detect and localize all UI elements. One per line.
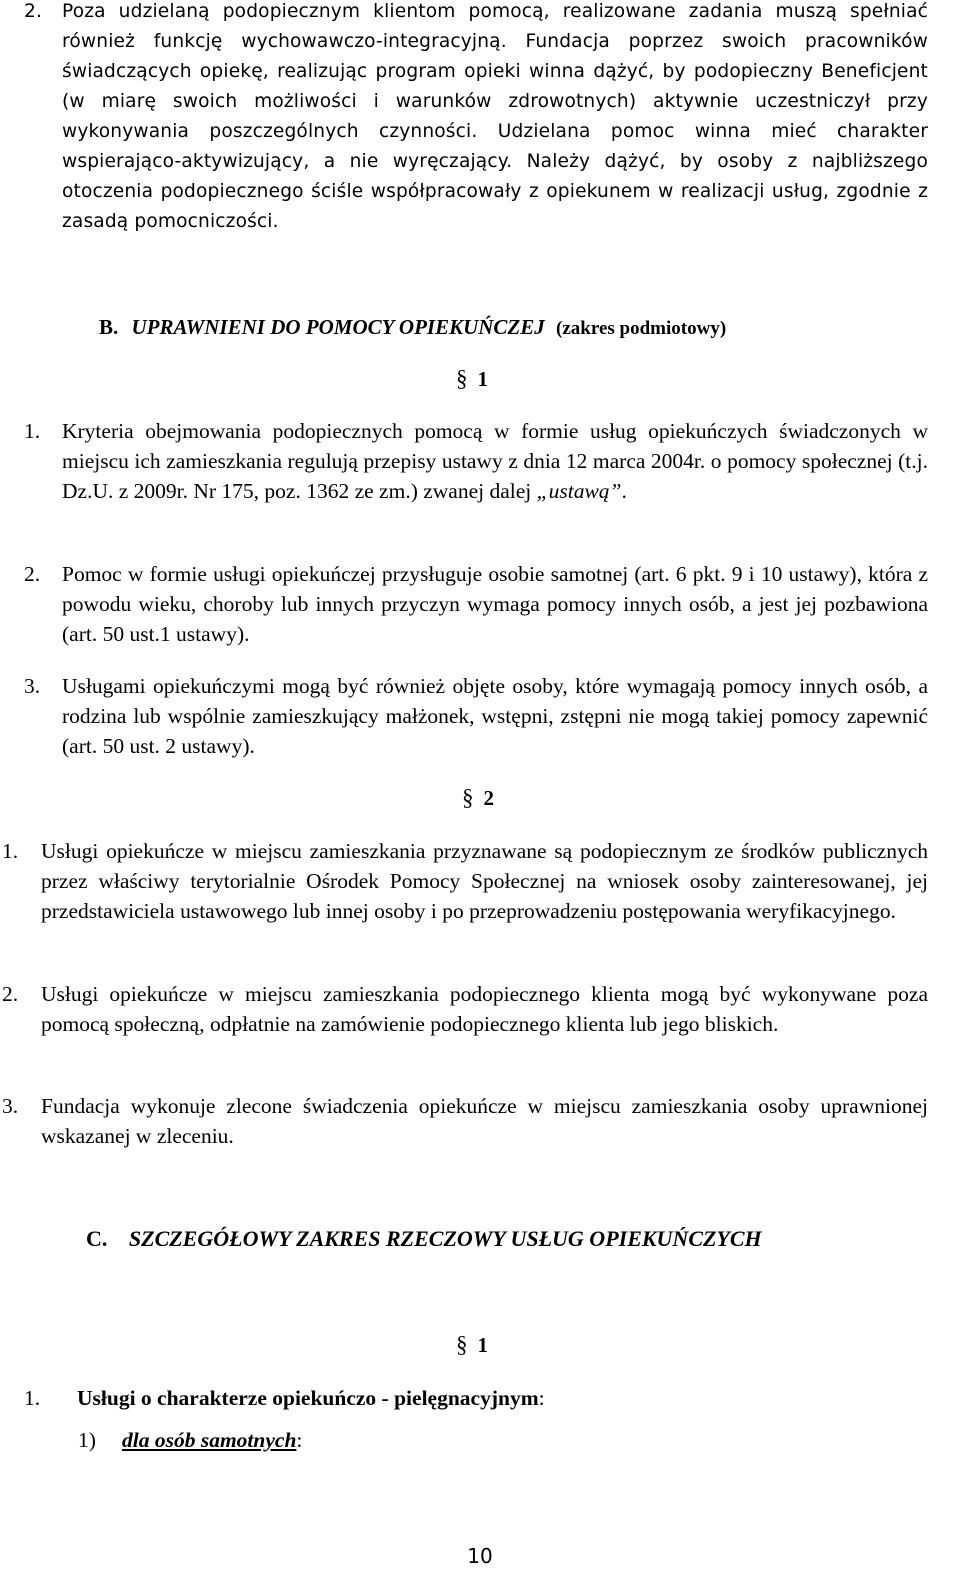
list-item-colon: : [538, 1386, 545, 1410]
section-letter: C. [86, 1226, 108, 1251]
list-item [2, 1091, 928, 1151]
list-item-text: Usługi o charakterze opiekuńczo - pielęgnacyjnym [77, 1386, 539, 1410]
paragraph-heading [462, 785, 494, 811]
paragraph-number: 1 [477, 1333, 488, 1357]
sub-list-item-number: 1) [78, 1428, 96, 1452]
list-item-text: Usługami opiekuńczymi mogą być również objęte osoby, które wymagają pomocy innych osób, a rodzina lub wspólnie zamieszkujący małżonek, wstępni, zstępni nie mogą takiej pomocy zapewnić (art. 50 ust. 2 ustawy). [62, 674, 928, 758]
list-item-number: 1. [2, 839, 19, 863]
section-b-heading [99, 315, 726, 340]
list-item [24, 559, 928, 649]
list-item-number: 1. [24, 1386, 41, 1410]
paragraph-heading [456, 366, 488, 392]
list-item [2, 979, 928, 1039]
list-item [24, 1383, 928, 1413]
section-sign: § [456, 366, 468, 391]
section-c-heading [86, 1226, 762, 1252]
section-sign: § [456, 1332, 468, 1357]
list-item-emphasis: „ustawą” [536, 479, 622, 503]
list-item [24, 671, 928, 761]
section-title: SZCZEGÓŁOWY ZAKRES RZECZOWY USŁUG OPIEKUŃCZYCH [128, 1226, 762, 1251]
section-subtitle: (zakres podmiotowy) [556, 318, 727, 339]
list-item-text: Pomoc w formie usługi opiekuńczej przysługuje osobie samotnej (art. 6 pkt. 9 i 10 ustawy), która z powodu wieku, choroby lub innych przyczyn wymaga pomocy innych osób, a jest jej pozbawiona (art. 50 ust.1 ustawy). [62, 562, 928, 646]
list-item-number: 1. [24, 419, 41, 443]
paragraph-number: 1 [477, 367, 488, 391]
list-item-text-end: . [621, 479, 627, 503]
paragraph-number: 2 [483, 786, 494, 810]
sub-list-item-body [122, 1425, 878, 1455]
list-item-text: Poza udzielaną podopiecznym klientom pomocą, realizowane zadania muszą spełniać również funkcję wychowawczo-integracyjną. Fundacja poprzez swoich pracowników świadczących opiekę, realizując program opieki winna dążyć, by podopieczny Beneficjent (w miarę swoich możliwości i warunków zdrowotnych) aktywnie uczestniczył przy wykonywania poszczególnych czynności. Udzielana pomoc winna mieć charakter wspierająco-aktywizujący, a nie wyręczający. Należy dążyć, by osoby z najbliższego otoczenia podopiecznego ściśle współpracowały z opiekunem w realizacji usług, zgodnie z zasadą pomocniczości. [62, 1, 928, 232]
list-item-number: 2. [24, 562, 41, 586]
list-item [24, 416, 928, 506]
list-item-body [77, 1383, 928, 1413]
list-item-body [62, 416, 928, 506]
list-item [2, 836, 928, 926]
list-item-number: 2. [24, 1, 43, 22]
list-item-text: Kryteria obejmowania podopiecznych pomocą w formie usług opiekuńczych świadczonych w miejscu ich zamieszkania regulują przepisy ustawy z dnia 12 marca 2004r. o pomocy społecznej (t.j. Dz.U. z 2009r. Nr 175, poz. 1362 ze zm.) zwanej dalej [62, 419, 928, 503]
sub-list-item-text: dla osób samotnych [122, 1428, 297, 1452]
section-letter: B. [99, 315, 119, 339]
section-title: UPRAWNIENI DO POMOCY OPIEKUŃCZEJ [131, 315, 545, 339]
list-item-number: 3. [24, 674, 41, 698]
list-item-text: Fundacja wykonuje zlecone świadczenia opiekuńcze w miejscu zamieszkania osoby uprawnionej wskazanej w zleceniu. [41, 1094, 928, 1148]
section-sign: § [462, 785, 474, 810]
list-item-text: Usługi opiekuńcze w miejscu zamieszkania podopiecznego klienta mogą być wykonywane poza pomocą społeczną, odpłatnie na zamówienie podopiecznego klienta lub jego bliskich. [41, 982, 928, 1036]
list-item-number: 2. [2, 982, 19, 1006]
intro-list-item [24, 0, 928, 237]
list-item-text: Usługi opiekuńcze w miejscu zamieszkania przyznawane są podopiecznym ze środków publicznych przez właściwy terytorialnie Ośrodek Pomocy Społecznej na wniosek osoby zainteresowanej, jej przedstawiciela ustawowego lub innej osoby i po przeprowadzeniu postępowania weryfikacyjnego. [41, 839, 928, 923]
list-item-number: 3. [2, 1094, 19, 1118]
paragraph-heading [456, 1332, 488, 1358]
sub-list-item-colon: : [296, 1428, 303, 1452]
page-number: 10 [467, 1544, 493, 1568]
sub-list-item [78, 1425, 878, 1455]
